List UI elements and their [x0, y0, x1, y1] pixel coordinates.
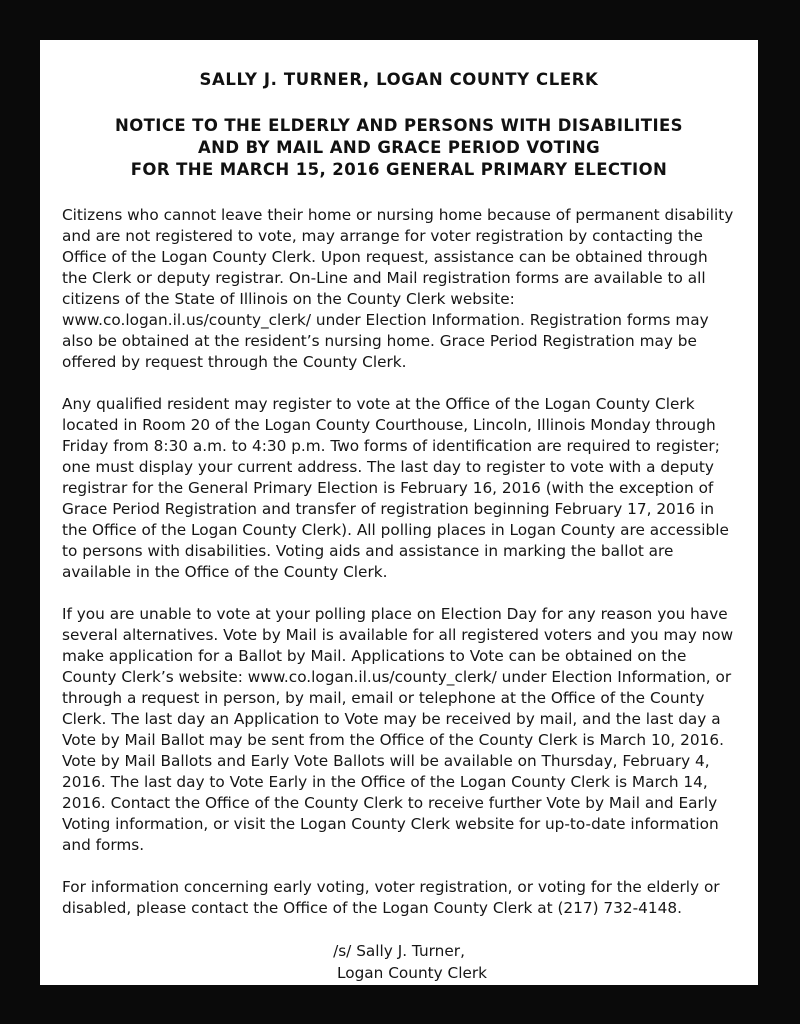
notice-title-line-1: NOTICE TO THE ELDERLY AND PERSONS WITH DISABILITIES	[115, 116, 683, 135]
paragraph-register-in-person: Any qualified resident may register to vote at the Office of the Logan County Clerk located in Room 20 of the Logan County Courthouse, Lincoln, Illinois Monday through Friday from 8:30 a.m. to 4:30 p.m. Two forms of identification are required to register; one must display your current address. The last day to register to vote with a deputy registrar for the General Primary Election is February 16, 2016 (with the exception of Grace Period Registration and transfer of registration beginning February 17, 2016 in the Office of the Logan County Clerk). All polling places in Logan County are accessible to persons with disabilities. Voting aids and assistance in marking the ballot are available in the Office of the County Clerk.	[62, 395, 729, 581]
paragraph-contact-info: For information concerning early voting, voter registration, or voting for the elderly or disabled, please contact the Office of the Logan County Clerk at (217) 732-4148.	[62, 878, 720, 917]
paragraph-vote-by-mail: If you are unable to vote at your polling place on Election Day for any reason you have several alternatives. Vote by Mail is available for all registered voters and you may now make application for a Ballot by Mail. Applications to Vote can be obtained on the County Clerk’s website: www.co.logan.il.us/county_clerk/ under Election Information, or through a request in person, by mail, email or telephone at the Office of the County Clerk. The last day an Application to Vote may be received by mail, and the last day a Vote by Mail Ballot may be sent from the Office of the County Clerk is March 10, 2016. Vote by Mail Ballots and Early Vote Ballots will be available on Thursday, February 4, 2016. The last day to Vote Early in the Office of the Logan County Clerk is March 14, 2016. Contact the Office of the County Clerk to receive further Vote by Mail and Early Voting information, or visit the Logan County Clerk website for up-to-date information and forms.	[62, 605, 734, 854]
document-author-title: SALLY J. TURNER, LOGAN COUNTY CLERK	[199, 70, 599, 89]
signature-name: /s/ Sally J. Turner,	[333, 942, 465, 960]
notice-document	[40, 40, 758, 985]
signature-title: Logan County Clerk	[336, 964, 488, 982]
notice-body	[62, 205, 736, 919]
signature-block	[62, 940, 736, 984]
notice-title	[62, 115, 736, 181]
paragraph-registration: Citizens who cannot leave their home or nursing home because of permanent disability and are not registered to vote, may arrange for voter registration by contacting the Office of the Logan County Clerk. Upon request, assistance can be obtained through the Clerk or deputy registrar. On-Line and Mail registration forms are available to all citizens of the State of Illinois on the County Clerk website: www.co.logan.il.us/county_clerk/ under Election Information. Registration forms may also be obtained at the resident’s nursing home. Grace Period Registration may be offered by request through the County Clerk.	[62, 206, 734, 371]
notice-title-line-3: FOR THE MARCH 15, 2016 GENERAL PRIMARY ELECTION	[130, 160, 668, 179]
notice-title-line-2: AND BY MAIL AND GRACE PERIOD VOTING	[197, 138, 601, 157]
